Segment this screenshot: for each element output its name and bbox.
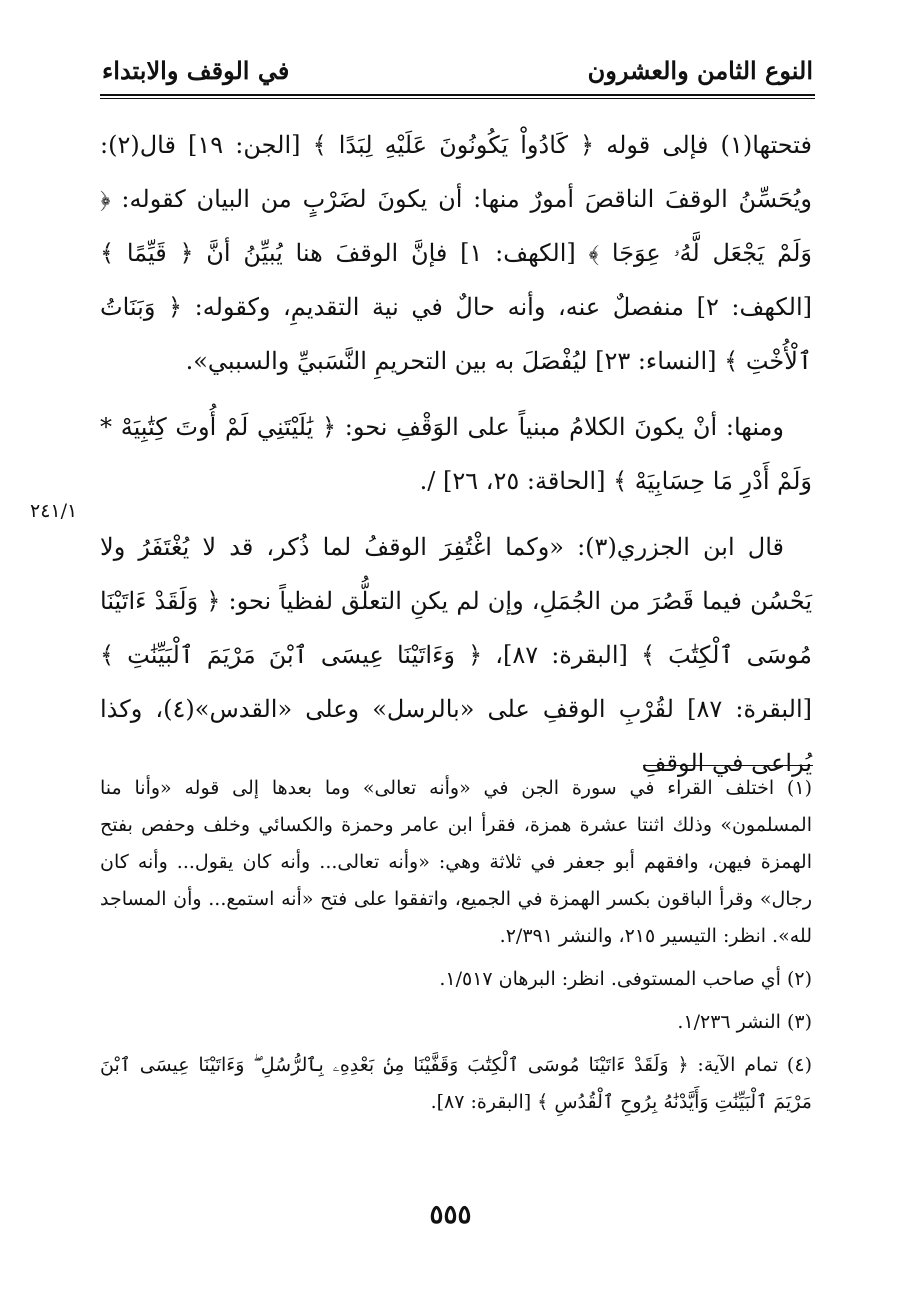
header-rule-thin (100, 98, 815, 99)
main-text (100, 118, 812, 790)
footnote-2: (٢) أي صاحب المستوفى. انظر: البرهان ١/٥١٧. (439, 968, 812, 990)
paragraph-3: قال ابن الجزري(٣): «وكما اغْتُفِرَ الوقفُ لما ذُكر، قد لا يُغْتَفَرُ ولا يَحْسُن فيما قَصُرَ من الجُمَلِ، وإن لم يكنِ التعلُّق لفظياً نحو: ﴿ وَلَقَدْ ءَاتَيْنَا مُوسَى ٱلْكِتَٰبَ ﴾ [البقرة: ٨٧]، ﴿ وَءَاتَيْنَا عِيسَى ٱبْنَ مَرْيَمَ ٱلْبَيِّنَٰتِ ﴾ [البقرة: ٨٧] لقُرْبِ الوقفِ على «بالرسل» وعلى «القدس»(٤)، وكذا يُراعى في الوقفِ (100, 533, 813, 777)
header-rule (100, 94, 815, 96)
margin-reference: ٢٤١/١ (30, 500, 78, 522)
chapter-title: النوع الثامن والعشرون (587, 56, 813, 85)
footnotes (100, 770, 812, 1121)
paragraph-2: ومنها: أنْ يكونَ الكلامُ مبنياً على الوَقْفِ نحو: ﴿ يَٰلَيْتَنِي لَمْ أُوتَ كِتَٰبِيَهْ * وَلَمْ أَدْرِ مَا حِسَابِيَهْ ﴾ [الحاقة: ٢٥، ٢٦] /. (100, 413, 812, 495)
footnote-3: (٣) النشر ١/٢٣٦. (677, 1011, 812, 1033)
footnote-4: (٤) تمام الآية: ﴿ وَلَقَدْ ءَاتَيْنَا مُوسَى ٱلْكِتَٰبَ وَقَفَّيْنَا مِنۢ بَعْدِهِۦ بِٱلرُّسُلِ ۖ وَءَاتَيْنَا عِيسَى ٱبْنَ مَرْيَمَ ٱلْبَيِّنَٰتِ وَأَيَّدْنَٰهُ بِرُوحِ ٱلْقُدُسِ ﴾ [البقرة: ٨٧]. (100, 1054, 812, 1113)
paragraph-1: فتحتها(١) فإلى قوله ﴿ كَادُواْ يَكُونُونَ عَلَيْهِ لِبَدًا ﴾ [الجن: ١٩] قال(٢): ويُحَسِّنُ الوقفَ الناقصَ أمورٌ منها: أن يكونَ لضَرْبٍ من البيان كقوله: ﴿ وَلَمْ يَجْعَل لَّهُۥ عِوَجَا ﴾ [الكهف: ١] فإنَّ الوقفَ هنا يُبيِّنُ أنَّ ﴿ قَيِّمًا ﴾ [الكهف: ٢] منفصلٌ عنه، وأنه حالٌ في نية التقديمِ، وكقوله: ﴿ وَبَنَاتُ ٱلْأُخْتِ ﴾ [النساء: ٢٣] ليُفْصَلَ به بين التحريمِ النَّسَبيِّ والسببي». (100, 131, 813, 375)
page-number: ٥٥٥ (429, 1200, 472, 1230)
footnote-1: (١) اختلف القراء في سورة الجن في «وأنه تعالى» وما بعدها إلى قوله «وأنا منا المسلمون» وذلك اثنتا عشرة همزة، فقرأ ابن عامر وحمزة والكسائي وخلف وحفص بفتح الهمزة فيهن، وافقهم أبو جعفر في ثلاثة وهي: «وأنه تعالى... وأنه كان يقول... وأنه كان رجال» وقرأ الباقون بكسر الهمزة في الجميع، واتفقوا على فتح «أنه استمع... وأن المساجد لله». انظر: التيسير ٢١٥، والنشر ٢/٣٩١. (100, 777, 812, 947)
section-title: في الوقف والابتداء (102, 56, 290, 85)
footnote-separator (643, 765, 813, 766)
running-header (100, 52, 815, 92)
